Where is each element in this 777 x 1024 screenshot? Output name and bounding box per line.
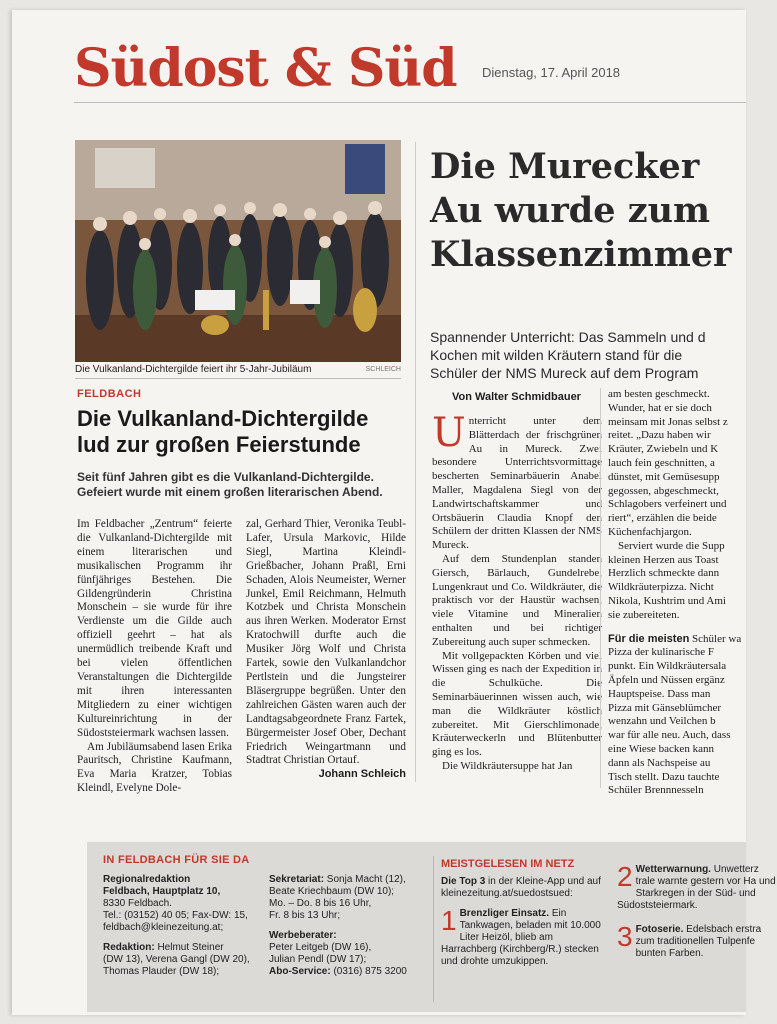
group-photo-illustration bbox=[75, 140, 401, 362]
newspaper-page bbox=[12, 10, 776, 1015]
line: Schüler Brennnesseln bbox=[608, 784, 704, 797]
drop-cap: U bbox=[432, 410, 466, 456]
header-rule bbox=[74, 102, 746, 103]
issue-date: Dienstag, 17. April 2018 bbox=[482, 65, 621, 80]
photo-credit: SCHLEICH bbox=[365, 366, 401, 373]
contact-line: Mo. – Do. 8 bis 16 Uhr, bbox=[269, 898, 372, 909]
paragraph bbox=[432, 410, 602, 553]
section-title: Südost & Süd bbox=[74, 38, 457, 99]
line: punkt. Ein Wildkräutersala bbox=[608, 660, 727, 673]
contact-line: Beate Kriechbaum (DW 10); bbox=[269, 886, 395, 897]
contact-label: Redaktion: bbox=[103, 942, 155, 953]
contact-email: feldbach@kleinezeitung.at; bbox=[103, 922, 224, 933]
contact-line: Sonja Macht (12), bbox=[324, 874, 406, 885]
contact-line: Julian Pendl (DW 17); bbox=[269, 954, 367, 965]
line: Nikola, Kushtrim und Ami bbox=[608, 594, 726, 607]
author-line: Von Walter Schmidbauer bbox=[452, 391, 581, 403]
contact-line: (0316) 875 3200 bbox=[330, 966, 407, 977]
author-byline: Johann Schleich bbox=[318, 768, 406, 781]
paragraph bbox=[246, 518, 406, 781]
caption-rule bbox=[75, 378, 401, 379]
item-text: Ein Tankwagen, beladen mit 10.000 Liter Heizöl, blieb am Harrachberg (Kirchberg/R.) stecken und drohte umzukippen. bbox=[441, 908, 601, 967]
line: am besten geschmeckt. bbox=[608, 388, 710, 400]
item-text: Unwetterz trale warnte gestern vor Ha und Starkregen in der Süd- und Südoststeiermark. bbox=[617, 864, 776, 911]
contact-line: Thomas Plauder (DW 18); bbox=[103, 966, 220, 977]
line: kleinen Herzen aus Toast bbox=[608, 553, 719, 566]
info-box bbox=[87, 842, 776, 1012]
contact-label: Regionalredaktion bbox=[103, 874, 191, 885]
line: Pizza mit Gänseblümcher bbox=[608, 701, 722, 714]
line: Hauptspeise. Dass man bbox=[608, 687, 711, 700]
line: meinsam mit Jonas selbst z bbox=[608, 415, 728, 428]
item-title: Brenzliger Einsatz. bbox=[459, 908, 550, 919]
contact-line: (DW 13), Verena Gangl (DW 20), bbox=[103, 954, 250, 965]
line: gegossen, abgeschmeckt, bbox=[608, 484, 719, 497]
line-text: Schüler wa bbox=[689, 632, 742, 645]
line: Pizza der kulinarische F bbox=[608, 646, 714, 659]
paragraph-text: nterricht unter dem Blätterdach der frischgrünen Au in Mureck. Zwei besondere Unterrichtsvormittage bescherten Seminarbäuerin Anabel Maller, Magdalena Siegl von der Landwirtschaftskammer und Ortsbäuerin Claudia Knopf den Schülern der dritten Klassen der NMS Mureck. bbox=[432, 415, 602, 552]
article-headline-dichtergilde: Die Vulkanland-Dichtergilde lud zur großen Feierstunde bbox=[77, 406, 369, 457]
info-box-separator bbox=[433, 856, 434, 1002]
contact-line: Tel.: (03152) 40 05; Fax-DW: 15, bbox=[103, 910, 248, 921]
photo-caption bbox=[75, 364, 401, 375]
article-column-3 bbox=[432, 410, 602, 774]
rank-number: 3 bbox=[617, 921, 633, 952]
line: Herzlich schmeckte dann bbox=[608, 567, 720, 580]
most-read-item-2 bbox=[617, 861, 777, 912]
paragraph: Auf dem Stundenplan standen Giersch, Bärlauch, Gundelrebe, Lungenkraut und Co. Wildkräuter, die praktisch vor der Haustür wachsen, viele Vitamine und Mineralien enthalten und bei richtiger Zubereitung auch super schmecken. bbox=[432, 552, 602, 648]
lead-line: Kochen mit wilden Kräutern stand für die bbox=[430, 347, 683, 363]
paragraph: Mit vollgepackten Körben und viel Wissen ging es nach der Expedition in die Schulküche. Die Seminarbäuerinnen wissen auch, wie man die Wildkräuter köstlich zubereitet. Mit Gierschlimonade, Kräuterweckerln und Blütenbutter ging es los. bbox=[432, 649, 602, 759]
info-box-title: IN FELDBACH FÜR SIE DA bbox=[103, 854, 250, 866]
article-column-1 bbox=[77, 518, 232, 796]
line: Serviert wurde die Supp bbox=[618, 539, 725, 552]
subhead-bold: Für die meisten bbox=[608, 632, 690, 645]
paragraph: Im Feldbacher „Zentrum“ feierte die Vulkanland-Dichtergilde mit einem literarischen und musikalischen Programm ihr fünfjähriges Bestehen. Die Gildengründerin Christina Monschein – sie wurde für ihre Verdienste um die Gilde auch offiziell geehrt – hat als unermüdlich treibende Kraft und bei vielen öffentlichen Veranstaltungen die Dichtergilde mit ihren interessanten Mitgliedern zu einer wichtigen Kultureinrichtung in der Südoststeiermark wachsen lassen. bbox=[77, 518, 232, 739]
contact-line: Helmut Steiner bbox=[154, 942, 224, 953]
line: Kräuter, Zwiebeln und K bbox=[608, 443, 719, 456]
item-text: Edelsbach erstra zum traditionellen Tulpenfe bunten Farben. bbox=[635, 924, 762, 959]
contact-line: Peter Leitgeb (DW 16), bbox=[269, 942, 372, 953]
lead-line: Schüler der NMS Mureck auf dem Program bbox=[430, 365, 699, 381]
item-title: Wetterwarnung. bbox=[635, 864, 711, 875]
article-column-4 bbox=[608, 388, 758, 798]
line: Schlagobers verfeinert und bbox=[608, 498, 727, 511]
contact-label: Werbeberater: bbox=[269, 930, 337, 941]
paragraph: Am Jubiläumsabend lasen Erika Pauritsch, Christine Kaufmann, Eva Maria Kratzer, Tobias Kleindl, Evelyne Dole- bbox=[77, 740, 232, 795]
headline-line: Klassenzimmer bbox=[430, 234, 732, 275]
most-read-item-3 bbox=[617, 921, 777, 960]
line: Küchenfachjargon. bbox=[608, 525, 692, 538]
line: wenzahn und Veilchen b bbox=[608, 715, 716, 728]
column-separator bbox=[600, 388, 601, 788]
photo-caption-text: Die Vulkanland-Dichtergilde feiert ihr 5-Jahr-Jubiläum bbox=[75, 364, 312, 375]
line: eine Wiese backen kann bbox=[608, 742, 714, 755]
most-read-panel bbox=[441, 858, 611, 968]
contact-line: Feldbach, Hauptplatz 10, bbox=[103, 886, 221, 897]
item-title: Fotoserie. bbox=[635, 924, 684, 935]
lead-line: Spannender Unterricht: Das Sammeln und d bbox=[430, 329, 706, 345]
line: sie zubereiteten. bbox=[608, 608, 680, 621]
most-read-intro: in der Kleine-App und auf kleinezeitung.at/suedostsued: bbox=[441, 876, 601, 899]
most-read-title: MEISTGELESEN IM NETZ bbox=[441, 858, 575, 870]
line: Tisch stellt. Dazu tauchte bbox=[608, 770, 720, 783]
line: dann als Nachspeise au bbox=[608, 756, 711, 769]
most-read-panel-2 bbox=[617, 858, 777, 960]
headline-line: Die Murecker bbox=[430, 146, 700, 187]
paragraph-text: zal, Gerhard Thier, Veronika Teubl-Lafer, Ursula Markovic, Hilde Siegl, Martina Kleindl-Grießbacher, Johann Praßl, Erni Schaden, Alois Neumeister, Werner Junkel, Emil Reichmann, Helmuth Kotzbek und Christa Monschein aus ihren Werken. Moderator Ernst Kratochwill durfte auch die Musiker Jörg Wolf und Christa Fartek, sowie den Vulkanlandchor Pertlstein und die Jungsteirer Bläsergruppe begrüßen. Unter den zahlreichen Gästen waren auch der Landtagsabgeordnete Franz Fartek, Bürgermeister Josef Ober, Dechant Friedrich Weingartmann und Stadtrat Christian Ortauf. bbox=[246, 518, 406, 767]
article-column-2 bbox=[246, 518, 406, 782]
article-kicker: FELDBACH bbox=[77, 388, 142, 400]
line: riert“, erzählen die beide bbox=[608, 512, 717, 525]
most-read-intro-bold: Die Top 3 bbox=[441, 876, 486, 887]
contact-office bbox=[269, 874, 429, 978]
most-read-item-1 bbox=[441, 905, 611, 968]
line: Wunder, hat er sie doch bbox=[608, 401, 712, 414]
rank-number: 1 bbox=[441, 905, 457, 936]
contact-line: Fr. 8 bis 13 Uhr; bbox=[269, 910, 341, 921]
line: Wildkräuterpizza. Nicht bbox=[608, 581, 714, 594]
contact-label: Abo-Service: bbox=[269, 966, 331, 977]
column-separator bbox=[415, 142, 416, 782]
group-photo bbox=[75, 140, 401, 362]
line bbox=[608, 633, 758, 647]
line: reitet. „Dazu haben wir bbox=[608, 429, 711, 442]
paragraph: Die Wildkräutersuppe hat Jan bbox=[442, 759, 573, 772]
line: war für alle neu. Auch, dass bbox=[608, 729, 731, 742]
article-headline-mureck bbox=[430, 145, 760, 277]
rank-number: 2 bbox=[617, 861, 633, 892]
article-lead-dichtergilde: Seit fünf Jahren gibt es die Vulkanland-Dichtergilde. Gefeiert wurde mit einem großen literarischen Abend. bbox=[77, 470, 383, 499]
headline-line: Au wurde zum bbox=[430, 190, 711, 231]
line: lauch fein geschnitten, a bbox=[608, 456, 715, 469]
contact-editorial bbox=[103, 874, 263, 978]
contact-label: Sekretariat: bbox=[269, 874, 325, 885]
line: dünstet, mit Gemüsesupp bbox=[608, 470, 720, 483]
contact-line: 8330 Feldbach. bbox=[103, 898, 172, 909]
line: Äpfeln und Nüssen ergänz bbox=[608, 673, 725, 686]
article-lead-mureck bbox=[430, 328, 760, 382]
